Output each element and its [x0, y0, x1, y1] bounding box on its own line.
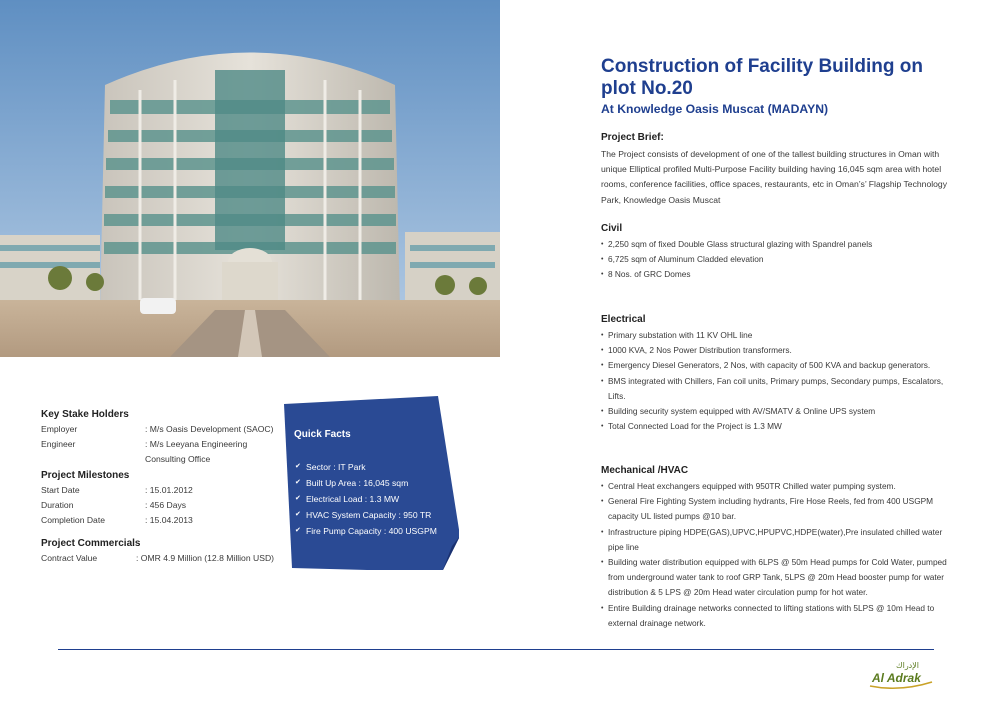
electrical-item: • Building security system equipped with AV/SMATV & Online UPS system [601, 404, 951, 419]
page-subtitle: At Knowledge Oasis Muscat (MADAYN) [601, 102, 829, 116]
electrical-list [601, 328, 951, 434]
contract-value-label: Contract Value [41, 553, 98, 563]
electrical-item: • Emergency Diesel Generators, 2 Nos, with capacity of 500 KVA and backup generators. [601, 358, 951, 373]
mechanical-item: • Central Heat exchangers equipped with 950TR Chilled water pumping system. [601, 479, 951, 494]
civil-item: • 8 Nos. of GRC Domes [601, 267, 951, 282]
civil-item: • 2,250 sqm of fixed Double Glass structural glazing with Spandrel panels [601, 237, 951, 252]
check-icon: ✔ [295, 479, 301, 486]
building-photo [0, 0, 500, 357]
civil-heading: Civil [601, 223, 623, 234]
milestones-heading: Project Milestones [41, 470, 130, 481]
start-date-row [41, 483, 291, 498]
logo-english: Al Adrak [872, 671, 921, 685]
mechanical-item: • General Fire Fighting System including hydrants, Fire Hose Reels, fed from 400 USGPM capacity UL listed pumps @10 bar. [601, 494, 951, 524]
quick-facts-card [284, 396, 459, 570]
contract-value-row [41, 551, 291, 566]
duration-label: Duration [41, 500, 74, 510]
check-icon: ✔ [295, 511, 301, 518]
civil-list [601, 237, 951, 283]
building-illustration [0, 0, 500, 357]
commercials-section [41, 537, 291, 566]
company-logo [866, 660, 936, 690]
milestones-section [41, 469, 291, 528]
electrical-item: • Total Connected Load for the Project is 1.3 MW [601, 419, 951, 434]
employer-label: Employer [41, 424, 78, 434]
employer-row [41, 422, 291, 437]
engineer-row [41, 437, 291, 452]
completion-date-value: : 15.04.2013 [145, 515, 193, 525]
mechanical-list [601, 479, 951, 631]
mechanical-heading: Mechanical /HVAC [601, 465, 689, 476]
logo-arabic: الإدراك [896, 661, 920, 670]
quick-fact-item: ✔ Fire Pump Capacity : 400 USGPM [295, 523, 437, 539]
start-date-value: : 15.01.2012 [145, 485, 193, 495]
duration-value: : 456 Days [145, 500, 187, 510]
engineer-value-2: Consulting Office [145, 454, 211, 464]
electrical-item: • BMS integrated with Chillers, Fan coil units, Primary pumps, Secondary pumps, Escalators, Lifts. [601, 374, 951, 404]
quick-fact-item: ✔ Sector : IT Park [295, 459, 437, 475]
project-brief-heading: Project Brief: [601, 132, 664, 143]
contract-value: : OMR 4.9 Million (12.8 Million USD) [136, 553, 275, 563]
electrical-item: • 1000 KVA, 2 Nos Power Distribution transformers. [601, 343, 951, 358]
electrical-heading: Electrical [601, 314, 646, 325]
quick-fact-item: ✔ Electrical Load : 1.3 MW [295, 491, 437, 507]
mechanical-item: • Infrastructure piping HDPE(GAS),UPVC,HPUPVC,HDPE(water),Pre insulated chilled water pipe line [601, 525, 951, 555]
page-title: Construction of Facility Building on plot No.20 [601, 56, 923, 99]
key-stakeholders-heading: Key Stake Holders [41, 409, 129, 420]
mechanical-item: • Entire Building drainage networks connected to lifting stations with 5LPS @ 10m Head to external drainage network. [601, 601, 951, 631]
engineer-row-2 [41, 452, 291, 467]
check-icon: ✔ [295, 463, 301, 470]
start-date-label: Start Date [41, 485, 80, 495]
engineer-value: : M/s Leeyana Engineering [145, 439, 248, 449]
check-icon: ✔ [295, 527, 301, 534]
completion-date-row [41, 513, 291, 528]
employer-value: : M/s Oasis Development (SAOC) [145, 424, 274, 434]
duration-row [41, 498, 291, 513]
project-brief-text: The Project consists of development of one of the tallest building structures in Oman with unique Elliptical profiled Multi-Purpose Facility building having 16,045 sqm area with hotel rooms, conference facilities, office spaces, restaurants, etc in Oman’s’ Flagship Technology Park, Knowledge Oasis Muscat [601, 149, 947, 205]
quick-fact-item: ✔ Built Up Area : 16,045 sqm [295, 475, 437, 491]
electrical-item: • Primary substation with 11 KV OHL line [601, 328, 951, 343]
completion-date-label: Completion Date [41, 515, 106, 525]
quick-facts-list [295, 459, 437, 539]
project-info [41, 408, 291, 566]
check-icon: ✔ [295, 495, 301, 502]
commercials-heading: Project Commercials [41, 538, 141, 549]
engineer-label: Engineer [41, 439, 76, 449]
footer-divider [58, 649, 934, 650]
mechanical-item: • Building water distribution equipped with 6LPS @ 50m Head pumps for Cold Water, pumped from underground water tank to roof GRP Tank, 5LPS @ 20m Head booster pump for water distribution & 5 LPS @ 20m Head water circulation pump for hot water. [601, 555, 951, 601]
civil-item: • 6,725 sqm of Aluminum Cladded elevation [601, 252, 951, 267]
quick-facts-heading: Quick Facts [294, 429, 351, 440]
quick-fact-item: ✔ HVAC System Capacity : 950 TR [295, 507, 437, 523]
key-stakeholders-section [41, 408, 291, 467]
